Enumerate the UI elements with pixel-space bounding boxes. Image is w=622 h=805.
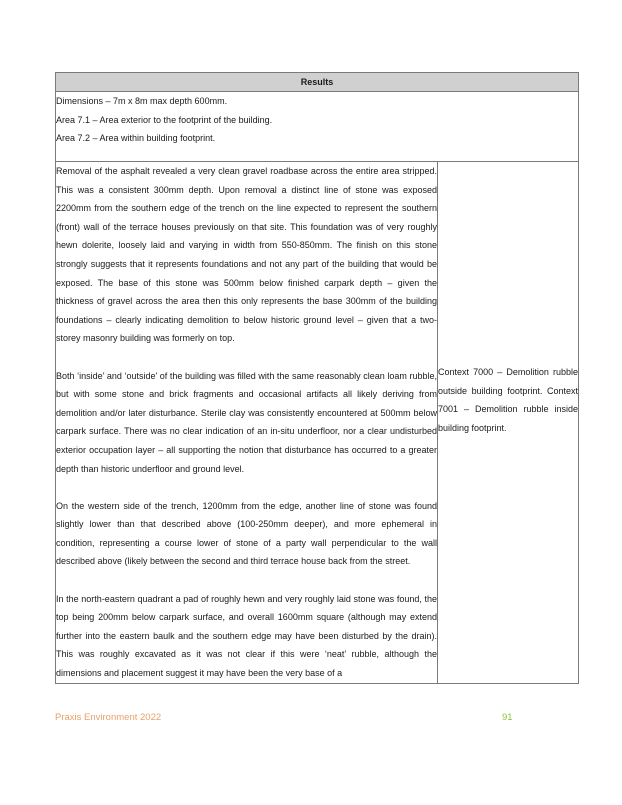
paragraph-western-wall: On the western side of the trench, 1200mm from the edge, another line of stone was found slightly lower than that described above (100-250mm deeper), and more ephemeral in condition, representing a course lower of stone of a party wall perpendicular to the wall described above (likely between the second and third terrace house back from the street. [56,500,437,567]
footer-company: Praxis Environment 2022 [55,712,162,723]
area-7-1-line: Area 7.1 – Area exterior to the footprint of the building. [56,114,273,125]
description-cell [56,162,438,684]
context-cell [438,162,579,684]
area-7-2-line: Area 7.2 – Area within building footprint. [56,133,216,144]
dimensions-line: Dimensions – 7m x 8m max depth 600mm. [56,96,228,106]
intro-cell [56,92,579,162]
results-header: Results [56,73,579,92]
paragraph-fill: Both ‘inside’ and ‘outside’ of the building was filled with the same reasonably clean loam rubble, but with some stone and brick fragments and occasional artifacts all likely deriving from demolition and/or later disturbance. Sterile clay was consistently encountered at 500mm below carpark surface. There was no clear indication of an in-situ underfloor, nor a clear undisturbed exterior occupation layer – all supporting the notion that disturbance has occurred to a greater depth than historic underfloor and ground level. [56,370,437,474]
results-table [55,72,579,684]
page-number: 91 [502,712,513,723]
intro-row [56,92,579,162]
paragraph-stone-pad: In the north-eastern quadrant a pad of roughly hewn and very roughly laid stone was found, the top being 200mm below carpark surface, and overall 1600mm square (although may extend further into the eastern baulk and the southern edge may have been disturbed by the drain). This was roughly excavated as it was not clear if this were ‘neat’ rubble, although the dimensions and placement suggest it may have been the very base of a [56,593,437,679]
body-row [56,162,579,684]
paragraph-asphalt-removal: Removal of the asphalt revealed a very clean gravel roadbase across the entire area stripped. This was a consistent 300mm depth. Upon removal a distinct line of stone was exposed 2200mm from the southern edge of the trench on the line expected to represent the southern (front) wall of the terrace houses previously on that site. This foundation was of very roughly hewn dolerite, loosely laid and varying in width from 550-850mm. The finish on this stone strongly suggests that it represents foundations and not any part of the building that would be exposed. The base of this stone was 500mm below finished carpark depth – given the thickness of gravel across the area then this only represents the base 300mm of the building foundations – clearly indicating demolition to below historic ground level – given that a two-storey masonry building was formerly on top. [56,166,437,344]
context-note: Context 7000 – Demolition rubble outside building footprint. Context 7001 – Demolition rubble inside building footprint. [438,367,579,433]
results-header-row [56,73,579,92]
